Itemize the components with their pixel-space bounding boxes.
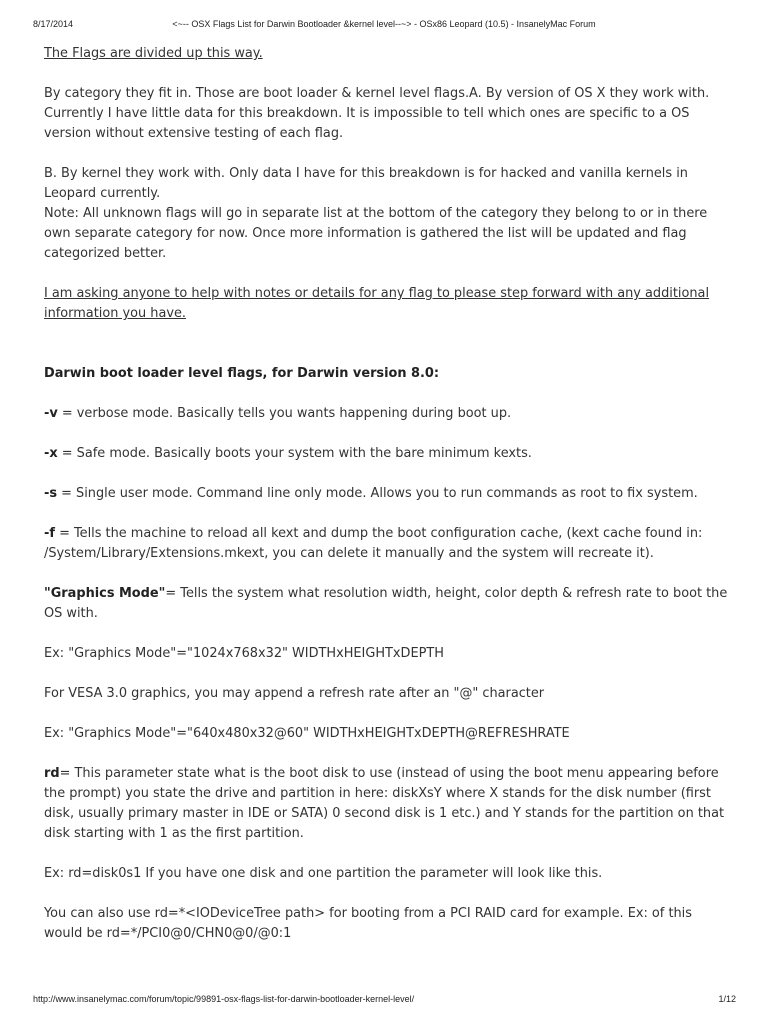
flag-rd <box>44 764 734 844</box>
flag-key: -f <box>44 526 55 541</box>
flag-desc: = Tells the system what resolution width, height, color depth & refresh rate to boot the OS with. <box>44 586 728 621</box>
spacer <box>44 344 734 364</box>
flag-verbose <box>44 404 734 424</box>
flag-desc: = verbose mode. Basically tells you wants happening during boot up. <box>57 406 512 421</box>
flag-single-user <box>44 484 734 504</box>
example-graphics-2: Ex: "Graphics Mode"="640x480x32@60" WIDTHxHEIGHTxDEPTH@REFRESHRATE <box>44 726 570 741</box>
rd-raid-note: You can also use rd=*<IODeviceTree path> for booting from a PCI RAID card for example. Ex: of this would be rd=*/PCI0@0/CHN0@0/@0:1 <box>44 906 692 941</box>
post-body <box>44 44 734 964</box>
flag-key: -x <box>44 446 58 461</box>
flag-desc: = Single user mode. Command line only mode. Allows you to run commands as root to fix system. <box>57 486 698 501</box>
flag-reload <box>44 524 734 564</box>
page-number: 1/12 <box>718 994 736 1004</box>
section-heading: Darwin boot loader level flags, for Darwin version 8.0: <box>44 366 440 381</box>
print-date: 8/17/2014 <box>33 19 74 29</box>
print-footer <box>0 994 768 1006</box>
paragraph-category: By category they fit in. Those are boot loader & kernel level flags.A. By version of OS X they work with. Currently I have little data for this breakdown. It is impossible to tell which ones are specific to a OS version without extensive testing of each flag. <box>44 86 710 141</box>
flag-desc: = Tells the machine to reload all kext and dump the boot configuration cache, (kext cache found in: /System/Library/Extensions.mkext, you can delete it manually and the system will recreate it). <box>44 526 703 561</box>
example-graphics-1: Ex: "Graphics Mode"="1024x768x32" WIDTHxHEIGHTxDEPTH <box>44 646 444 661</box>
print-header <box>0 19 768 31</box>
flag-desc: = This parameter state what is the boot disk to use (instead of using the boot menu appearing before the prompt) you state the drive and partition in here: diskXsY where X stands for the disk number (first disk, usually primary master in IDE or SATA) 0 second disk is 1 etc.) and Y stands for the partition on that disk starting with 1 as the first partition. <box>44 766 725 841</box>
page-url: http://www.insanelymac.com/forum/topic/99891-osx-flags-list-for-darwin-bootloader-kernel-level/ <box>33 994 415 1004</box>
flag-key: -s <box>44 486 58 501</box>
page-title: <~-- OSX Flags List for Darwin Bootloader &kernel level--~> - OSx86 Leopard (10.5) - InsanelyMac Forum <box>172 19 596 29</box>
flag-key: "Graphics Mode" <box>44 586 166 601</box>
flag-key: -v <box>44 406 58 421</box>
flag-desc: = Safe mode. Basically boots your system with the bare minimum kexts. <box>57 446 532 461</box>
vesa-note: For VESA 3.0 graphics, you may append a refresh rate after an "@" character <box>44 686 545 701</box>
paragraph-kernel: B. By kernel they work with. Only data I have for this breakdown is for hacked and vanilla kernels in Leopard currently. <box>44 166 688 201</box>
help-request: I am asking anyone to help with notes or details for any flag to please step forward with any additional information you have. <box>44 286 710 321</box>
flag-safe <box>44 444 734 464</box>
paragraph-note: Note: All unknown flags will go in separate list at the bottom of the category they belong to or in there own separate category for now. Once more information is gathered the list will be updated and flag categorized better. <box>44 206 708 261</box>
flag-key: rd <box>44 766 60 781</box>
intro-heading: The Flags are divided up this way. <box>44 46 263 61</box>
example-rd: Ex: rd=disk0s1 If you have one disk and one partition the parameter will look like this. <box>44 866 603 881</box>
flag-graphics-mode <box>44 584 734 624</box>
